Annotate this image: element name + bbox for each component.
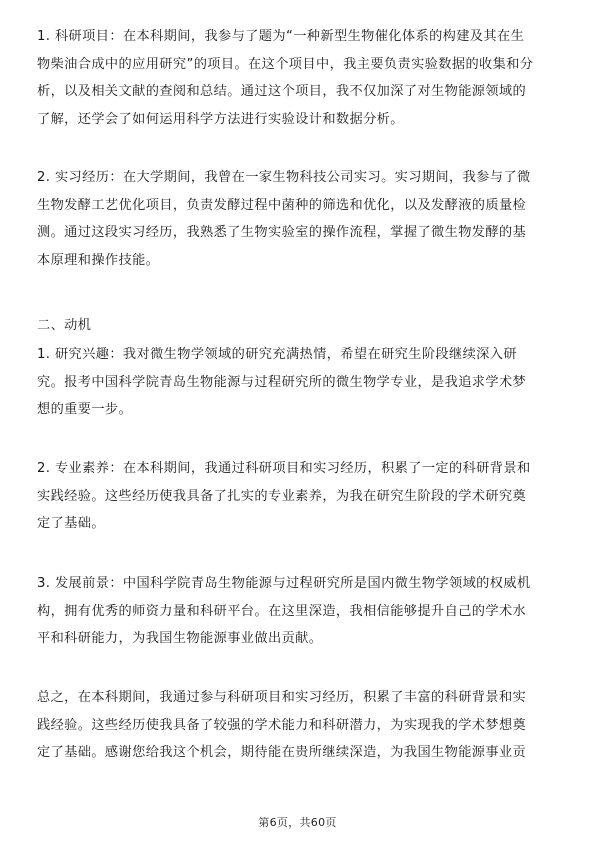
paragraph-internship: 2. 实习经历：在大学期间，我曾在一家生物科技公司实习。实习期间，我参与了微 生物发酵工艺优化项目，负责发酵过程中菌种的筛选和优化，以及发酵液的质量检 测。通过这段实习经历，我熟悉了生物实验室的操作流程，掌握了微生物发酵的基 本原理和操作技能。 (37, 170, 531, 268)
paragraph-research-project: 1. 科研项目：在本科期间，我参与了题为“一种新型生物催化体系的构建及其在生 物柴油合成中的应用研究”的项目。在这个项目中，我主要负责实验数据的收集和分 析，以及相关文献的查阅和总结。通过这个项目，我不仅加深了对生物能源领域的 了解，还学会了如何运用科学方法进行实验设计和数据分析。 (37, 29, 534, 127)
paragraph-professional-quality: 2. 专业素养：在本科期间，我通过科研项目和实习经历，积累了一定的科研背景和 实践经验。这些经历使我具备了扎实的专业素养，为我在研究生阶段的学术研究奠 定了基础。 (37, 461, 531, 531)
page-number-footer: 第6页，共60页 (258, 816, 337, 829)
paragraph-research-interest: 1. 研究兴趣：我对微生物学领域的研究充满热情，希望在研究生阶段继续深入研 究。报考中国科学院青岛生物能源与过程研究所的微生物学专业，是我追求学术梦 想的重要一步。 (37, 347, 527, 417)
paragraph-prospects: 3. 发展前景：中国科学院青岛生物能源与过程研究所是国内微生物学领域的权威机 构，拥有优秀的师资力量和科研平台。在这里深造，我相信能够提升自己的学术水 平和科研能力，为我国生物能源事业做出贡献。 (37, 576, 531, 646)
section-heading-motivation: 二、动机 (37, 318, 92, 333)
paragraph-conclusion: 总之，在本科期间，我通过参与科研项目和实习经历，积累了丰富的科研背景和实 践经验。这些经历使我具备了较强的学术能力和科研潜力，为实现我的学术梦想奠 定了基础。感谢您给我这个机会，期待能在贵所继续深造，为我国生物能源事业贡 (37, 690, 527, 760)
